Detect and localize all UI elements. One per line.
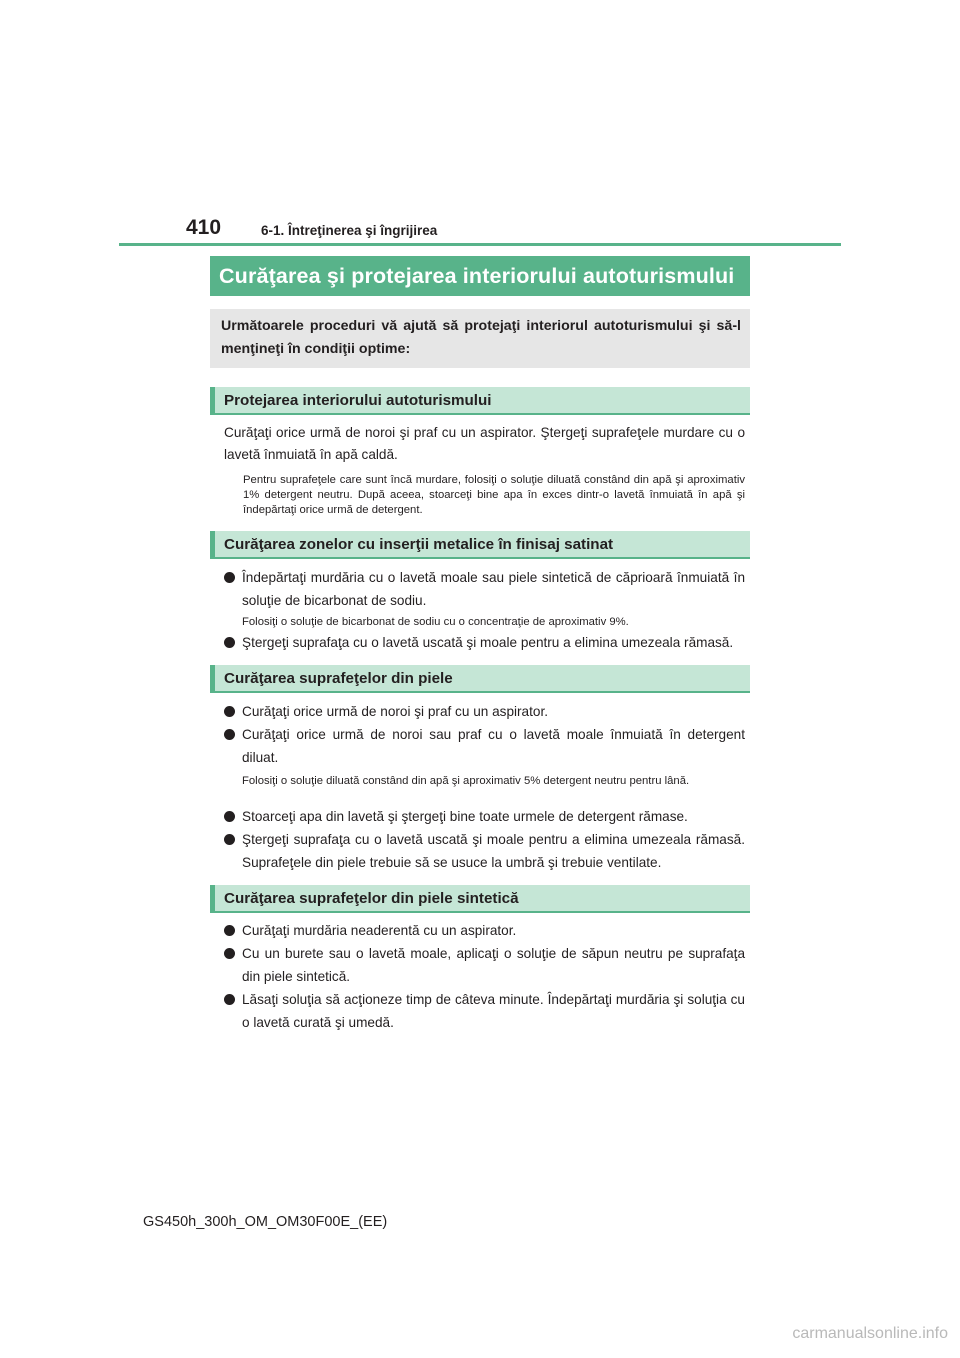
page-number: 410	[186, 216, 222, 239]
list-item	[224, 828, 745, 874]
list-item-text: Îndepărtaţi murdăria cu o lavetă moale sau piele sintetică de căprioară înmuiată în soluţie de bicarbonat de sodiu.	[242, 570, 745, 608]
bullet-icon	[224, 811, 235, 822]
list-item	[224, 566, 745, 612]
note-protection: Pentru suprafeţele care sunt încă murdare, folosiţi o soluţie diluată constând din apă şi aproximativ 1% detergent neutru. După aceea, stoarceţi bine apa în exces dintr-o lavetă înmuiată în apă şi îndepărtaţi orice urmă de detergent.	[243, 474, 745, 516]
note-satin-metal: Folosiţi o soluţie de bicarbonat de sodiu cu o concentraţie de aproximativ 9%.	[242, 616, 629, 628]
list-item-text: Ştergeţi suprafaţa cu o lavetă uscată şi moale pentru a elimina umezeala rămasă.	[242, 635, 734, 650]
bullet-icon	[224, 925, 235, 936]
section-heading-satin-metal: Curăţarea zonelor cu inserţii metalice în finisaj satinat	[210, 531, 750, 559]
list-item	[224, 942, 745, 988]
list-item-text: Curăţaţi orice urmă de noroi şi praf cu un aspirator.	[242, 704, 549, 719]
bullet-icon	[224, 729, 235, 740]
list-item-text: Stoarceţi apa din lavetă şi ştergeţi bine toate urmele de detergent rămase.	[242, 809, 688, 824]
list-item-text: Ştergeţi suprafaţa cu o lavetă uscată şi moale pentru a elimina umezeala rămasă. Suprafeţele din piele trebuie să se usuce la umbră şi trebuie ventilate.	[242, 832, 745, 870]
section-heading-protection: Protejarea interiorului autoturismului	[210, 387, 750, 415]
bullet-icon	[224, 637, 235, 648]
section-heading-leather: Curăţarea suprafeţelor din piele	[210, 665, 750, 693]
watermark: carmanualsonline.info	[792, 1325, 948, 1342]
list-item	[224, 723, 745, 769]
header-divider	[119, 243, 841, 246]
note-leather: Folosiţi o soluţie diluată constând din apă şi aproximativ 5% detergent neutru pentru lână.	[242, 775, 690, 787]
page-title: Curăţarea şi protejarea interiorului autoturismului	[210, 256, 750, 296]
list-item	[224, 805, 745, 828]
bullet-icon	[224, 706, 235, 717]
document-footer-code: GS450h_300h_OM_OM30F00E_(EE)	[143, 1214, 388, 1230]
list-item-text: Curăţaţi orice urmă de noroi sau praf cu o lavetă moale înmuiată în detergent diluat.	[242, 727, 745, 765]
list-item	[224, 631, 745, 654]
list-item	[224, 988, 745, 1034]
list-item-text: Cu un burete sau o lavetă moale, aplicaţi o soluţie de săpun neutru pe suprafaţa din piele sintetică.	[242, 946, 745, 984]
chapter-title: 6-1. Întreţinerea şi îngrijirea	[261, 223, 438, 238]
bullet-icon	[224, 994, 235, 1005]
bullet-icon	[224, 834, 235, 845]
bullet-icon	[224, 572, 235, 583]
intro-box: Următoarele proceduri vă ajută să protejaţi interiorul autoturismului şi să-l menţineţi în condiţii optime:	[210, 309, 750, 368]
section-paragraph-protection: Curăţaţi orice urmă de noroi şi praf cu un aspirator. Ştergeţi suprafeţele murdare cu o lavetă înmuiată în apă caldă.	[224, 425, 745, 462]
list-item	[224, 919, 745, 942]
bullet-icon	[224, 948, 235, 959]
list-item-text: Curăţaţi murdăria neaderentă cu un aspirator.	[242, 923, 517, 938]
list-item	[224, 700, 745, 723]
list-item-text: Lăsaţi soluţia să acţioneze timp de câteva minute. Îndepărtaţi murdăria şi soluţia cu o lavetă curată şi umedă.	[242, 992, 745, 1030]
section-heading-synthetic-leather: Curăţarea suprafeţelor din piele sintetică	[210, 885, 750, 913]
